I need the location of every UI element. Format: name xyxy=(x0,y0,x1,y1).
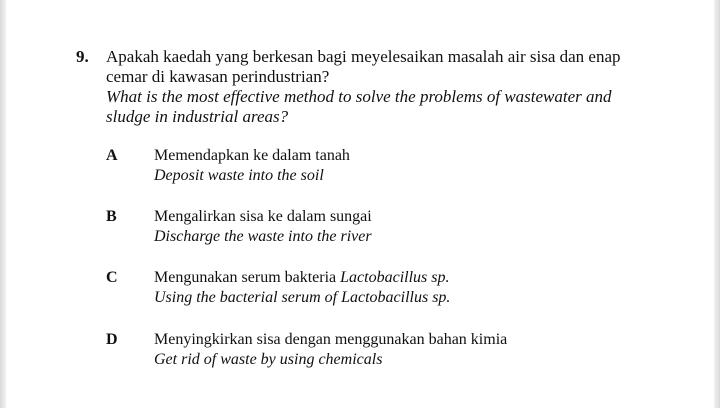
option-c-english-prefix: Using the bacterial serum of xyxy=(154,289,342,306)
option-a-malay: Memendapkan ke dalam tanah xyxy=(154,147,350,164)
option-c-english-species: Lactobacillus sp. xyxy=(341,289,451,306)
option-b-letter: B xyxy=(106,208,117,225)
option-d-malay: Menyingkirkan sisa dengan menggunakan bahan kimia xyxy=(154,331,508,348)
option-d-body xyxy=(154,330,507,370)
question-english-line-2: sludge in industrial areas? xyxy=(106,107,289,126)
option-a-body xyxy=(154,146,350,186)
option-d-english: Get rid of waste by using chemicals xyxy=(154,351,383,368)
option-c-body xyxy=(154,268,450,308)
question-malay-line-1: Apakah kaedah yang berkesan bagi meyelesaikan masalah air sisa dan enap xyxy=(106,47,621,66)
option-d-letter: D xyxy=(106,331,118,348)
option-c-malay xyxy=(154,268,450,288)
question-malay-line-2: cemar di kawasan perindustrian? xyxy=(106,67,330,86)
option-c[interactable] xyxy=(106,268,686,312)
question-text xyxy=(106,47,686,127)
page-edge-right xyxy=(714,0,720,408)
option-a-letter: A xyxy=(106,147,118,164)
option-a-english: Deposit waste into the soil xyxy=(154,167,324,184)
option-d[interactable] xyxy=(106,330,686,374)
option-c-letter: C xyxy=(106,269,118,286)
option-a[interactable] xyxy=(106,146,686,190)
option-c-english xyxy=(154,288,450,308)
option-b-english: Discharge the waste into the river xyxy=(154,228,372,245)
question-english-line-1: What is the most effective method to solve the problems of wastewater and xyxy=(106,87,612,106)
option-b-body xyxy=(154,207,372,247)
option-b-malay: Mengalirkan sisa ke dalam sungai xyxy=(154,208,372,225)
option-c-malay-species: Lactobacillus sp. xyxy=(340,269,450,286)
page-edge-left xyxy=(0,0,6,408)
option-b[interactable] xyxy=(106,207,686,251)
question-number: 9. xyxy=(76,47,89,66)
option-c-malay-prefix: Mengunakan serum bakteria xyxy=(154,269,341,286)
